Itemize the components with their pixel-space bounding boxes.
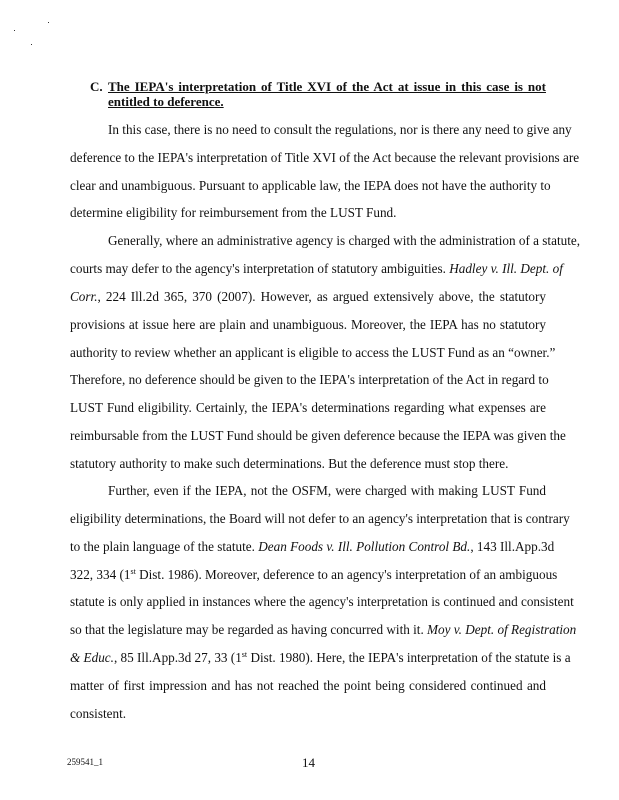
text-line (70, 345, 556, 361)
case-citation: Hadley v. Ill. Dept. of (449, 261, 563, 276)
text-line (108, 233, 581, 249)
case-citation: Corr. (70, 289, 98, 304)
case-citation: Dean Foods v. Ill. Pollution Control Bd. (258, 539, 471, 554)
text-run: Further, even if the IEPA, not the OSFM, were charged with making LUST Fund (108, 483, 546, 498)
text-run: 322, 334 (1 (70, 567, 131, 582)
text-run: provisions at issue here are plain and unambiguous. Moreover, the IEPA has no statutory (70, 317, 546, 332)
section-title: The IEPA's interpretation of Title XVI of the Act at issue in this case is not entitled to deference. (108, 79, 546, 109)
text-run: courts may defer to the agency's interpretation of statutory ambiguities. (70, 261, 450, 276)
text-line (70, 150, 580, 166)
text-run: LUST Fund eligibility. Certainly, the IEPA's determinations regarding what expenses are (70, 400, 546, 415)
text-run: , 224 Ill.2d 365, 370 (2007). However, as argued extensively above, the statutory (97, 289, 546, 304)
text-line (70, 178, 551, 194)
text-run: authority to review whether an applicant is eligible to access the LUST Fund as an “owner.” (70, 345, 556, 360)
text-line (70, 205, 546, 221)
text-line (70, 650, 571, 666)
text-run: statutory authority to make such determinations. But the deference must stop there. (70, 456, 509, 471)
text-line (70, 289, 546, 305)
text-run: determine eligibility for reimbursement from the LUST Fund. (70, 205, 397, 220)
text-line (108, 122, 572, 138)
text-line (70, 261, 563, 277)
scan-speck (31, 44, 32, 45)
text-run: , 85 Ill.App.3d 27, 33 (1 (113, 650, 242, 665)
text-run: clear and unambiguous. Pursuant to applicable law, the IEPA does not have the authority to (70, 178, 551, 193)
text-line (70, 567, 558, 583)
text-line (70, 539, 555, 555)
text-run: so that the legislature may be regarded as having concurred with it. (70, 622, 428, 637)
text-run: Dist. 1986). Moreover, deference to an agency's interpretation of an ambiguous (135, 567, 558, 582)
ordinal-suffix: st (130, 567, 136, 576)
text-run: In this case, there is no need to consult the regulations, nor is there any need to give any (108, 122, 572, 137)
text-run: Dist. 1980). Here, the IEPA's interpretation of the statute is a (247, 650, 571, 665)
text-line (70, 372, 549, 388)
text-line (70, 511, 570, 527)
text-run: matter of first impression and has not reached the point being considered continued and (70, 678, 546, 693)
text-run: eligibility determinations, the Board will not defer to an agency's interpretation that is contrary (70, 511, 570, 526)
scan-speck (14, 30, 15, 31)
case-citation: & Educ. (70, 650, 114, 665)
document-id: 259541_1 (67, 757, 103, 767)
text-line (108, 483, 546, 499)
text-run: deference to the IEPA's interpretation of Title XVI of the Act because the relevant provisions are (70, 150, 580, 165)
text-line (70, 400, 546, 416)
section-letter: C. (90, 79, 103, 94)
text-run: Therefore, no deference should be given to the IEPA's interpretation of the Act in regard to (70, 372, 549, 387)
text-line (70, 594, 574, 610)
text-run: consistent. (70, 706, 127, 721)
page-number: 14 (302, 755, 315, 770)
text-run: Generally, where an administrative agency is charged with the administration of a statute, (108, 233, 581, 248)
text-line (70, 428, 566, 444)
text-run: , 143 Ill.App.3d (470, 539, 555, 554)
text-run: to the plain language of the statute. (70, 539, 259, 554)
text-line (70, 456, 546, 472)
text-run: statute is only applied in instances where the agency's interpretation is continued and consistent (70, 594, 574, 609)
text-run: reimbursable from the LUST Fund should be given deference because the IEPA was given the (70, 428, 566, 443)
scan-speck (48, 22, 49, 23)
ordinal-suffix: st (241, 650, 248, 659)
case-citation: Moy v. Dept. of Registration (427, 622, 577, 637)
text-line (70, 706, 546, 722)
text-line (70, 622, 577, 638)
text-line (70, 317, 546, 333)
text-line (70, 678, 546, 694)
